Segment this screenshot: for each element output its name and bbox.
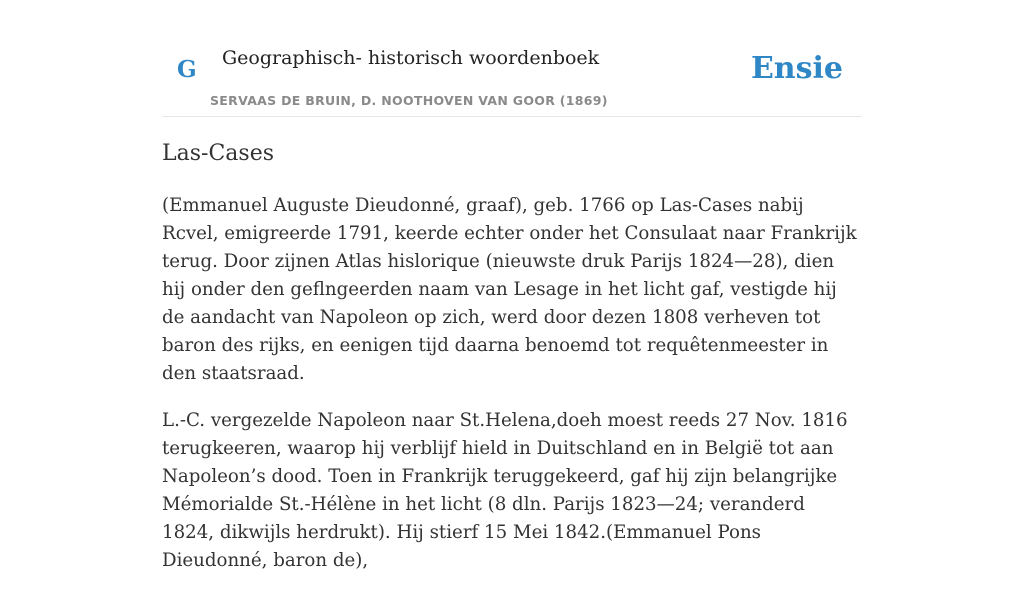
entry-paragraph: (Emmanuel Auguste Dieudonné, graaf), geb. 1766 op Las-Cases nabij Rcvel, emigreerde 1791, keerde echter onder het Consulaat naar Frankrijk terug. Door zijnen Atlas hislorique (nieuwste druk Parijs 1824—28), dien hij onder den geflngeerden naam van Lesage in het licht gaf, vestigde hij de aandacht van Napoleon op zich, werd door dezen 1808 verheven tot baron des rijks, en eenigen tijd daarna benoemd tot requêtenmeester in den staatsraad.	[162, 195, 857, 384]
book-title-link[interactable]: Geographisch- historisch woordenboek	[222, 47, 600, 69]
book-authors: SERVAAS DE BRUIN, D. NOOTHOVEN VAN GOOR (1869)	[210, 93, 608, 108]
entry-body	[162, 192, 862, 594]
ensie-logo-link[interactable]: Ensie	[750, 51, 843, 86]
book-letter-logo[interactable]: G	[177, 56, 197, 83]
entry-paragraph: L.-C. vergezelde Napoleon naar St.Helena,doeh moest reeds 27 Nov. 1816 terugkeeren, waarop hij verblijf hield in Duitschland en in België tot aan Napoleon’s dood. Toen in Frankrijk teruggekeerd, gaf hij zijn belangrijke Mémorialde St.-Hélène in het licht (8 dln. Parijs 1823—24; veranderd 1824, dikwijls herdrukt). Hij stierf 15 Mei 1842.(Emmanuel Pons Dieudonné, baron de),	[162, 410, 848, 571]
entry-title: Las-Cases	[162, 141, 274, 166]
book-header	[162, 0, 862, 117]
